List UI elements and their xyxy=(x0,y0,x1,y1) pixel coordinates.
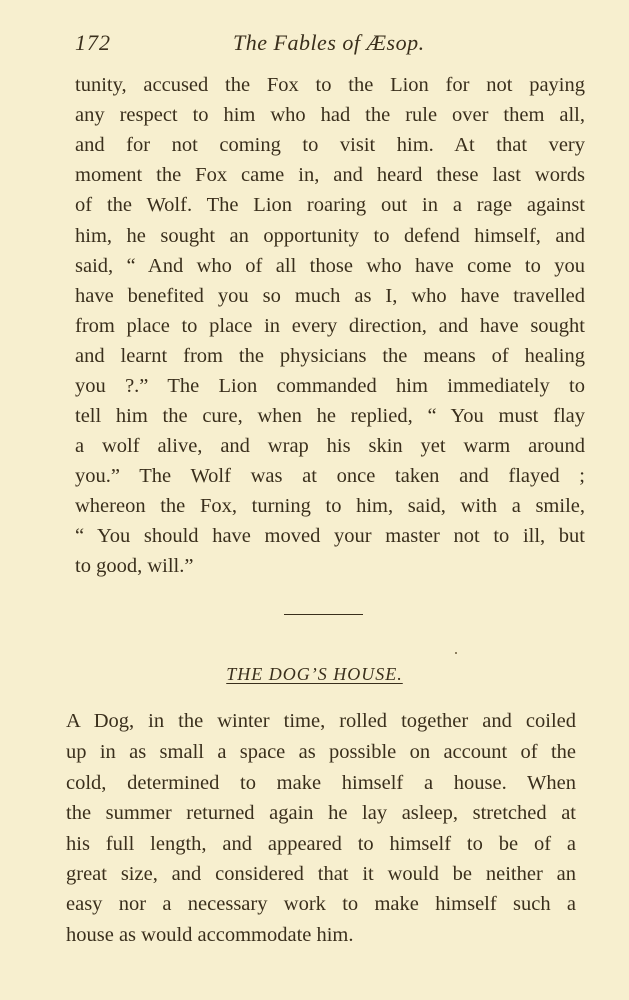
section-divider xyxy=(284,614,363,615)
text-line: a wolf alive, and wrap his skin yet warm around xyxy=(75,435,585,457)
text-line: easy nor a necessary work to make himself such a xyxy=(66,893,576,915)
text-line: and learnt from the physicians the means of healing xyxy=(75,345,585,367)
text-line: of the Wolf. The Lion roaring out in a rage against xyxy=(75,194,585,216)
text-line: from place to place in every direction, and have sought xyxy=(75,315,585,337)
text-line: said, “ And who of all those who have come to you xyxy=(75,255,585,277)
text-line: you.” The Wolf was at once taken and flayed ; xyxy=(75,465,585,487)
text-line: moment the Fox came in, and heard these last words xyxy=(75,164,585,186)
text-line: him, he sought an opportunity to defend himself, and xyxy=(75,225,585,247)
text-line: cold, determined to make himself a house. When xyxy=(66,772,576,794)
book-title: The Fables of Æsop. xyxy=(233,30,425,55)
text-line: to good, will.” xyxy=(75,555,194,577)
text-line: the summer returned again he lay asleep, stretched at xyxy=(66,802,576,824)
text-line: and for not coming to visit him. At that very xyxy=(75,134,585,156)
text-line: “ You should have moved your master not to ill, but xyxy=(75,525,585,547)
text-line: up in as small a space as possible on account of the xyxy=(66,741,576,763)
text-line: tell him the cure, when he replied, “ You must flay xyxy=(75,405,585,427)
running-head xyxy=(75,30,555,60)
text-line: any respect to him who had the rule over them all, xyxy=(75,104,585,126)
page-number: 172 xyxy=(75,30,111,55)
text-line: have benefited you so much as I, who have travelled xyxy=(75,285,585,307)
text-line: whereon the Fox, turning to him, said, with a smile, xyxy=(75,495,585,517)
fable-title: THE DOG’S HOUSE. xyxy=(226,664,403,684)
text-line: you ?.” The Lion commanded him immediately to xyxy=(75,375,585,397)
paper-speck xyxy=(455,652,457,654)
text-line: house as would accommodate him. xyxy=(66,924,354,946)
text-line: A Dog, in the winter time, rolled together and coiled xyxy=(66,710,576,732)
text-line: tunity, accused the Fox to the Lion for not paying xyxy=(75,74,585,96)
text-line: his full length, and appeared to himself to be of a xyxy=(66,833,576,855)
text-line: great size, and considered that it would be neither an xyxy=(66,863,576,885)
